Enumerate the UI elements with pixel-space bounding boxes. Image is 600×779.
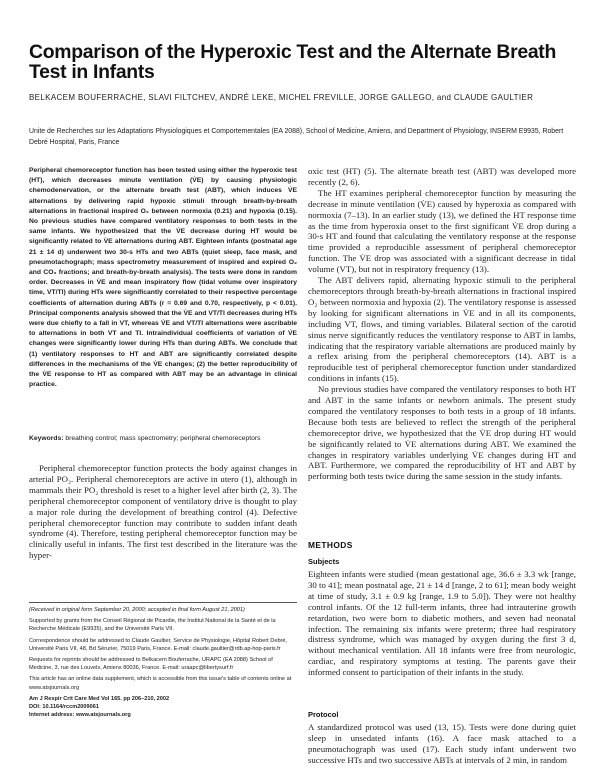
introduction-paragraph: Peripheral chemoreceptor function protects the body against changes in arterial PO₂. Peripheral chemoreceptors are active in utero (1), although in mammals their PO₂ threshold is reset to a higher level after birth (2, 3). The peripheral chemoreceptor component of ventilatory drive is thought to play a major role during the development of breathing control (4). Defective peripheral chemoreceptor function may contribute to sudden infant death syndrome (4). Therefore, testing peripheral chemoreceptor function may be clinically useful in infants. The first test described in the literature was the hyper- — [29, 463, 297, 561]
abstract: Peripheral chemoreceptor function has been tested using either the hyperoxic test (HT), which decreases minute ventilation (V̇E) by causing physiologic chemodenervation, or the alternate breath test (ABT), which induces V̇E alternations by delivering rapid hypoxic stimuli through breath-by-breath alternations in fractional inspired O₂ between normoxia (0.21) and hypoxia (0.15). No previous studies have compared ventilatory responses to both tests in the same infants. We hypothesized that the V̇E decrease during HT would be significantly related to V̇E alternations during ABT. Eighteen infants (postnatal age 21 ± 14 d) underwent two 30-s HTs and two ABTs (quiet sleep, face mask, and pneumotachograph; mass spectrometry measurement of inspired and expired O₂ and CO₂ fractions; and breath-by-breath analysis). The tests were done in random order. Decreases in V̇E and mean inspiratory flow (tidal volume over inspiratory time, VT/TI) during HTs were significantly correlated to their respective percentage coefficients of alternation during ABTs (r = 0.69 and 0.70, respectively, p < 0.01). Principal components analysis showed that the V̇E and VT/TI decreases during HTs were due chiefly to a fall in VT, whereas V̇E and VT/TI alternations were ascribable to alternations in both VT and TI. Intraindividual coefficients of variation of V̇E changes were significantly lower during HTs than during ABTs. We conclude that (1) ventilatory responses to HT and ABT are significantly correlated despite differences in the mechanisms of the V̇E changes; (2) the better reproducibility of the V̇E response to HT as compared with ABT may be an advantage in clinical practice. — [29, 167, 297, 389]
right-column — [308, 166, 576, 482]
right-paragraph: The HT examines peripheral chemoreceptor function by measuring the decrease in minute ventilation (V̇E) caused by hyperoxia as compared with normoxia (7–13). In an earlier study (13), we defined the HT response time as the time from hyperoxia onset to the first significant V̇E drop during a 30-s HT and found that calculating the ventilatory response at the response time provided a reproducible assessment of peripheral chemoreceptor function. The V̇E drop was associated with a significant decrease in tidal volume (VT), but not in respiratory frequency (13). — [308, 187, 576, 275]
internet-address: Internet address: www.atsjournals.org — [29, 712, 131, 719]
footnote-correspondence: Correspondence should be addressed to Claude Gaultier, Service de Physiologie, Hôpital Robert Debré, Université Paris VII, 48, Bd Sérurier, 75019 Paris, France. E-mail: claude.gaultier@rdb.ap-hop-paris.fr — [29, 637, 288, 652]
right-paragraph: oxic test (HT) (5). The alternate breath test (ABT) was developed more recently (2, 6). — [308, 166, 576, 187]
keywords-label: Keywords: — [29, 435, 64, 442]
right-paragraph: No previous studies have compared the ventilatory responses to both HT and ABT in the same infants or newborn animals. The present study compared the ventilatory responses to both tests in a group of 18 infants. Because both tests are believed to reflect the strength of the peripheral chemoreceptor drive, we hypothesized that the V̇E drop during HT would be significantly related to V̇E alternations during ABT. We examined the changes in respiratory variables underlying V̇E changes during HT and ABT. Furthermore, we compared the reproducibility of HT and ABT by performing both tests twice during the same session in the study infants. — [308, 384, 576, 482]
footnote-divider — [29, 602, 297, 603]
doi: DOI: 10.1164/rccm2009061 — [29, 704, 99, 711]
protocol-paragraph: A standardized protocol was used (13, 15). Tests were done during quiet sleep in unsedated infants (16). A face mask attached to a pneumotachograph was used (17). Each study infant underwent two successive HTs and two successive ABTs at intervals of 2 min, in random — [308, 722, 576, 765]
right-paragraph: The ABT delivers rapid, alternating hypoxic stimuli to the peripheral chemoreceptors through breath-by-breath alternations in fractional inspired O₂ between normoxia and hypoxia (2). The ventilatory response is assessed by looking for significant alternations in V̇E and in all its components, including VT, flows, and timing variables. Bilateral section of the carotid sinus nerve significantly reduces the ventilatory response to ABT in lambs, indicating that the respiratory variable alternations are produced mainly by a reflex arising from the peripheral chemoreceptors (14). ABT is a reproducible test of peripheral chemoreceptor function under standardized conditions in infants (15). — [308, 275, 576, 384]
affiliation: Unite de Recherches sur les Adaptations Physiologiques et Comportementales (EA 2088), School of Medicine, Amiens, and Department of Physiology, INSERM E9935, Robert Debré Hospital, Paris, France — [29, 128, 564, 146]
keywords — [29, 434, 297, 444]
methods-heading: METHODS — [308, 540, 353, 550]
subjects-paragraph: Eighteen infants were studied (mean gestational age, 36.6 ± 3.3 wk [range, 30 to 41]; mean postnatal age, 21 ± 14 d [range, 2 to 61]; mean body weight at time of study, 3.1 ± 0.9 kg [range, 1.9 to 5.0]). They were not healthy control infants. Of the 12 full-term infants, three had intrauterine growth retardation, two were born to diabetic mothers, and seven had neonatal infection. The remaining six infants were preterm; three had respiratory distress syndrome, which was managed by oxygen during the first 3 d, without mechanical ventilation. All 18 infants were free from neurologic, cardiac, and respiratory symptoms at testing. The parents gave their informed consent to participation of their infants in the study. — [308, 569, 576, 678]
footnote-support: Supported by grants from the Conseil Régional de Picardie, the Institut National de la Santé et de la Recherche Médicale (E9935), and the Université Paris VII. — [29, 618, 276, 633]
footnote-supplement: This article has an online data supplement, which is accessible from this issue's table of contents online at www.atsjournals.org — [29, 676, 292, 691]
subjects-heading: Subjects — [308, 557, 340, 566]
journal-citation: Am J Respir Crit Care Med Vol 165. pp 206–210, 2002 — [29, 695, 170, 702]
author-list: BELKACEM BOUFERRACHE, SLAVI FILTCHEV, ANDRÉ LEKE, MICHEL FREVILLE, JORGE GALLEGO, and CLAUDE GAULTIER — [29, 93, 534, 102]
footnotes — [29, 606, 297, 719]
footnote-reprints: Requests for reprints should be addressed to Belkacem Bouferrache, URAPC (EA 2088) School of Medicine, 3, rue des Louvels, Amiens 80036, France. E-mail: uraapc@libertysurf.fr — [29, 657, 273, 672]
footnote-received: (Received in original form September 20, 2000; accepted in final form August 21, 2001) — [29, 607, 245, 613]
article-title: Comparison of the Hyperoxic Test and the Alternate Breath Test in Infants — [29, 41, 557, 83]
keywords-text: breathing control; mass spectrometry; peripheral chemoreceptors — [65, 435, 261, 442]
protocol-heading: Protocol — [308, 710, 339, 719]
